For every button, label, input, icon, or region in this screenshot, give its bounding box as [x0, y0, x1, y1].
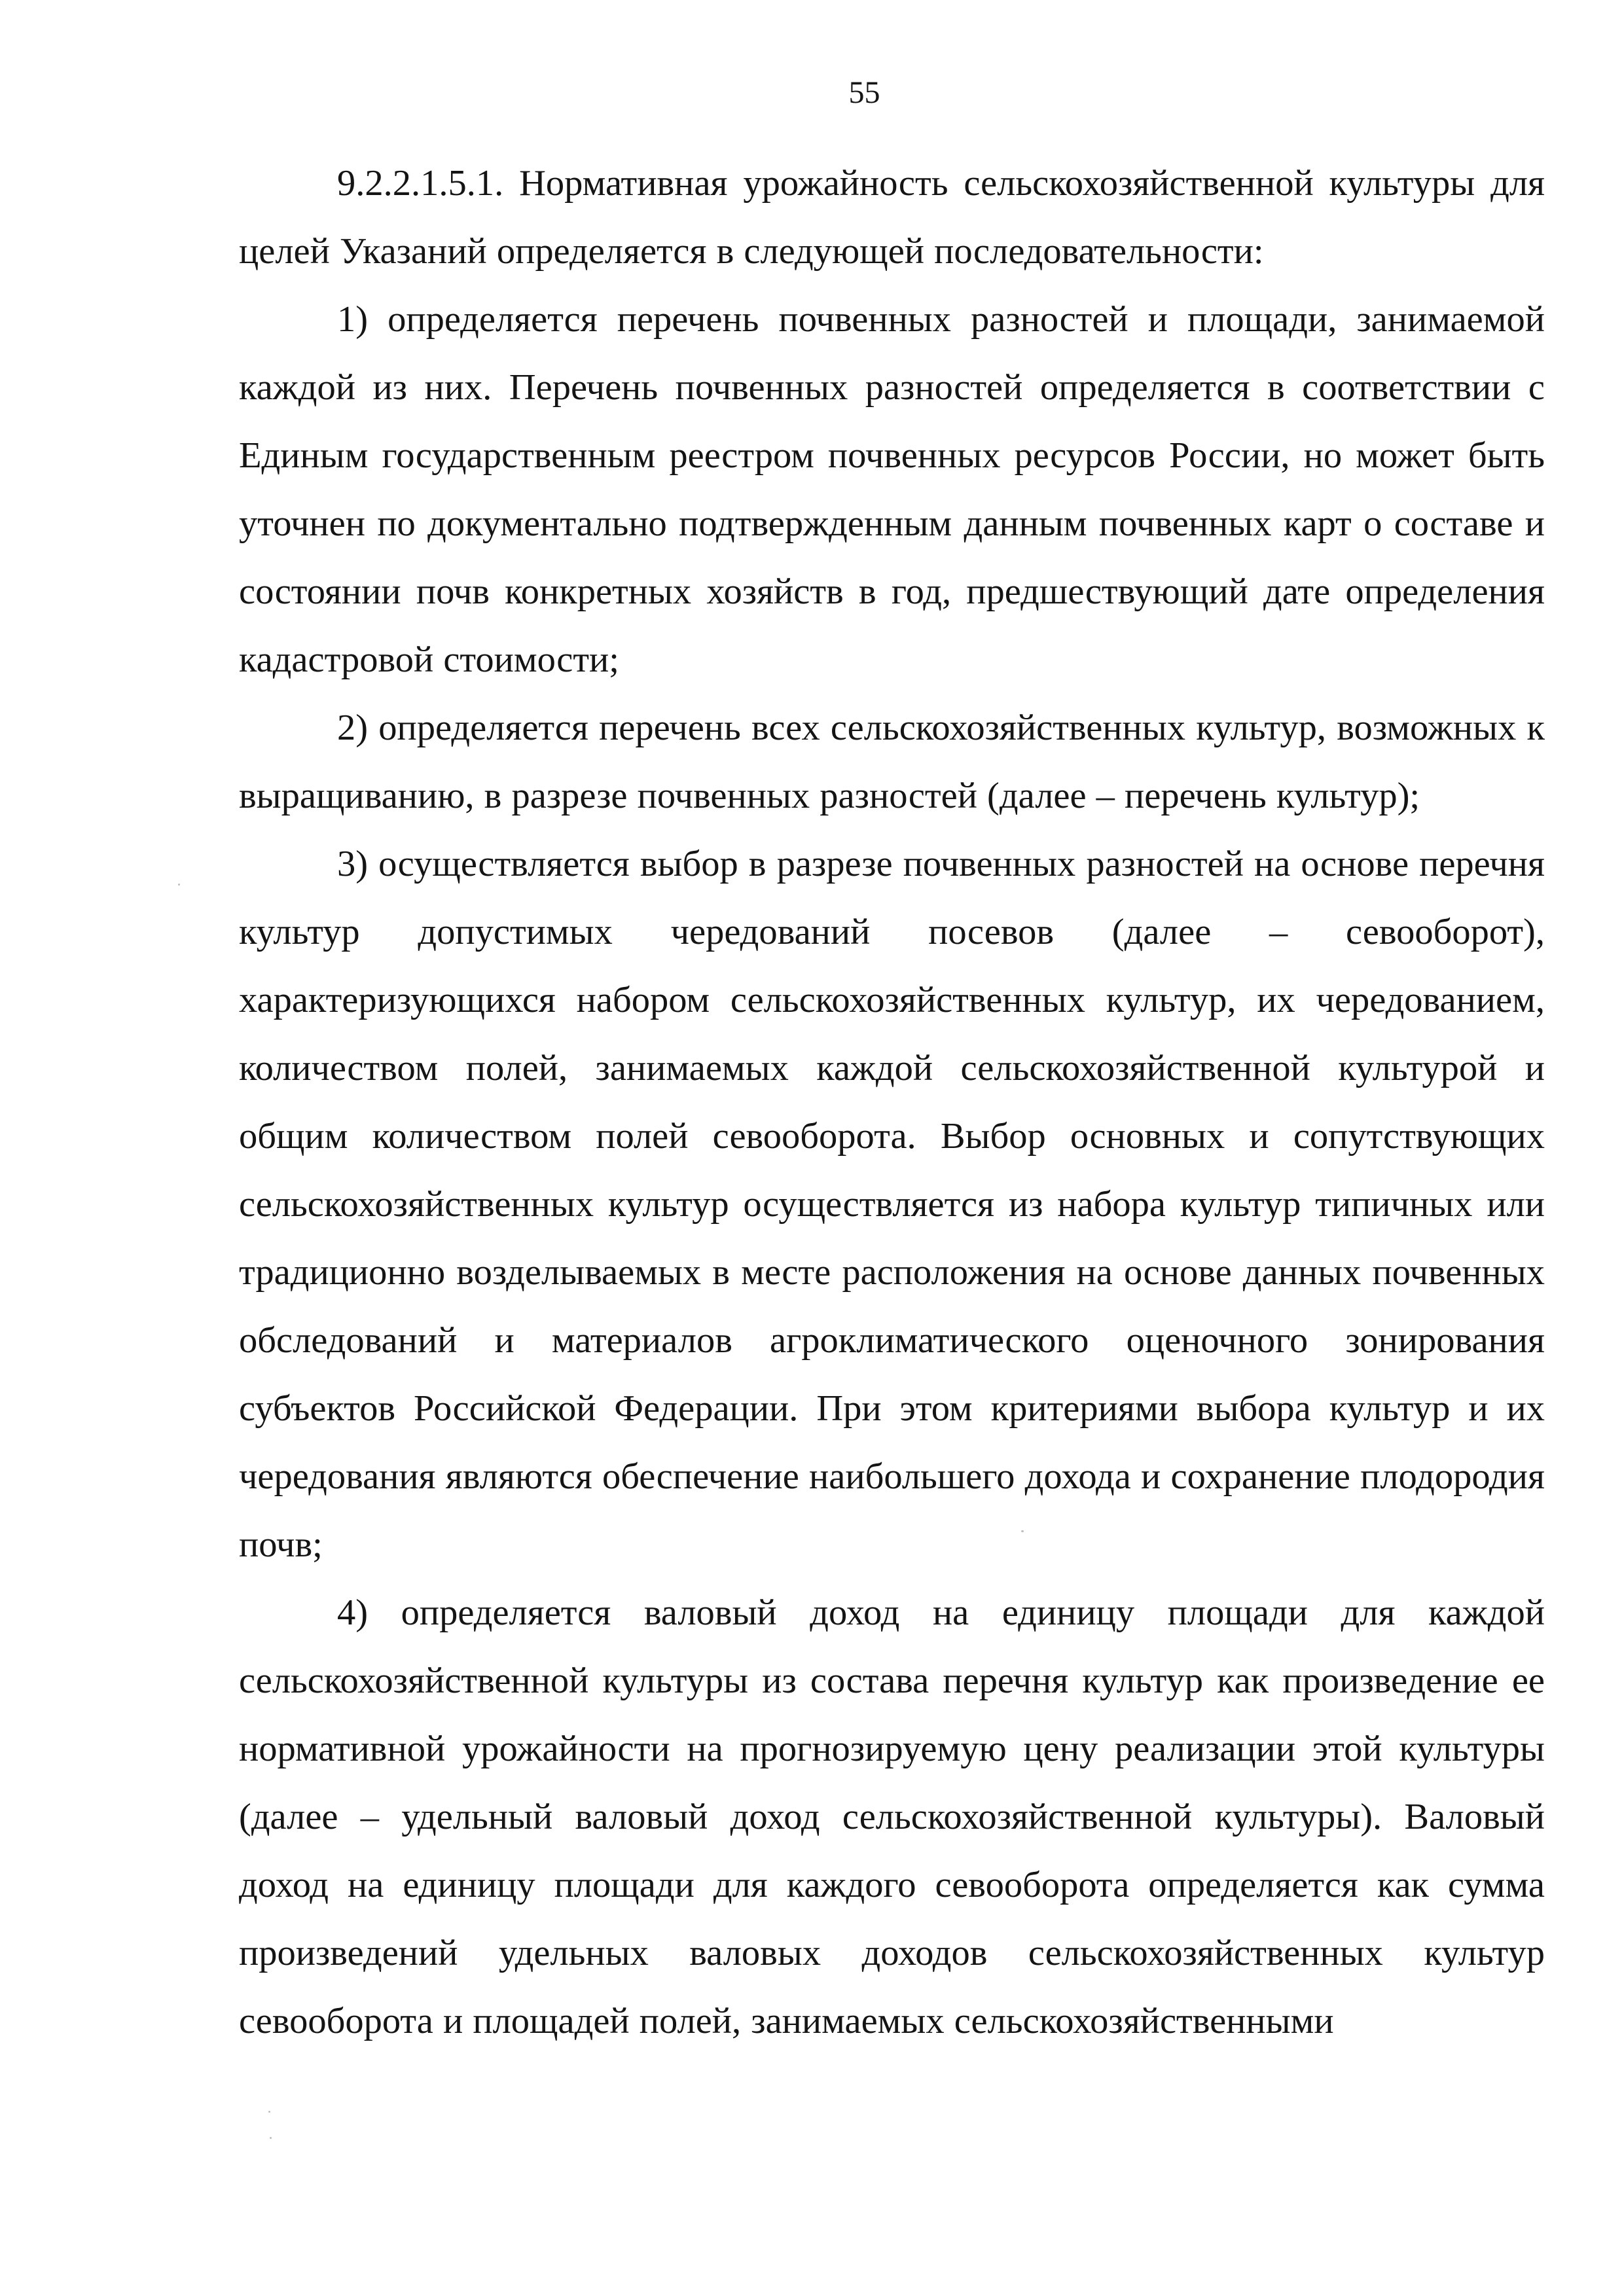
scan-speck: [178, 884, 180, 886]
paragraph-item-2: 2) определяется перечень всех сельскохозяйственных культур, возможных к выращиванию, в разрезе почвенных разностей (далее – перечень культур);: [239, 708, 1545, 816]
scan-speck: [1021, 1530, 1024, 1532]
document-body: [239, 149, 1545, 2055]
page-number: 55: [848, 75, 880, 110]
paragraph-item-3: 3) осуществляется выбор в разрезе почвенных разностей на основе перечня культур допустимых чередований посевов (далее – севооборот), характеризующихся набором сельскохозяйственных культур, их чередованием, количеством полей, занимаемых каждой сельскохозяйственной культурой и общим количеством полей севооборота. Выбор основных и сопутствующих сельскохозяйственных культур осуществляется из набора культур типичных или традиционно возделываемых в месте расположения на основе данных почвенных обследований и материалов агроклиматического оценочного зонирования субъектов Российской Федерации. При этом критериями выбора культур и их чередования являются обеспечение наибольшего дохода и сохранение плодородия почв;: [239, 844, 1545, 1565]
paragraph-item-1: 1) определяется перечень почвенных разностей и площади, занимаемой каждой из них. Перечень почвенных разностей определяется в соответствии с Единым государственным реестром почвенных ресурсов России, но может быть уточнен по документально подтвержденным данным почвенных карт о составе и состоянии почв конкретных хозяйств в год, предшествующий дате определения кадастровой стоимости;: [239, 299, 1545, 680]
paragraph-section-heading: 9.2.2.1.5.1. Нормативная урожайность сельскохозяйственной культуры для целей Указаний определяется в следующей последовательности:: [239, 163, 1545, 272]
scan-speck: [268, 2111, 270, 2113]
scan-speck: [270, 2137, 272, 2139]
paragraph-item-4: 4) определяется валовый доход на единицу площади для каждой сельскохозяйственной культуры из состава перечня культур как произведение ее нормативной урожайности на прогнозируемую цену реализации этой культуры (далее – удельный валовый доход сельскохозяйственной культуры). Валовый доход на единицу площади для каждого севооборота определяется как сумма произведений удельных валовых доходов сельскохозяйственных культур севооборота и площадей полей, занимаемых сельскохозяйственными: [239, 1592, 1545, 2041]
